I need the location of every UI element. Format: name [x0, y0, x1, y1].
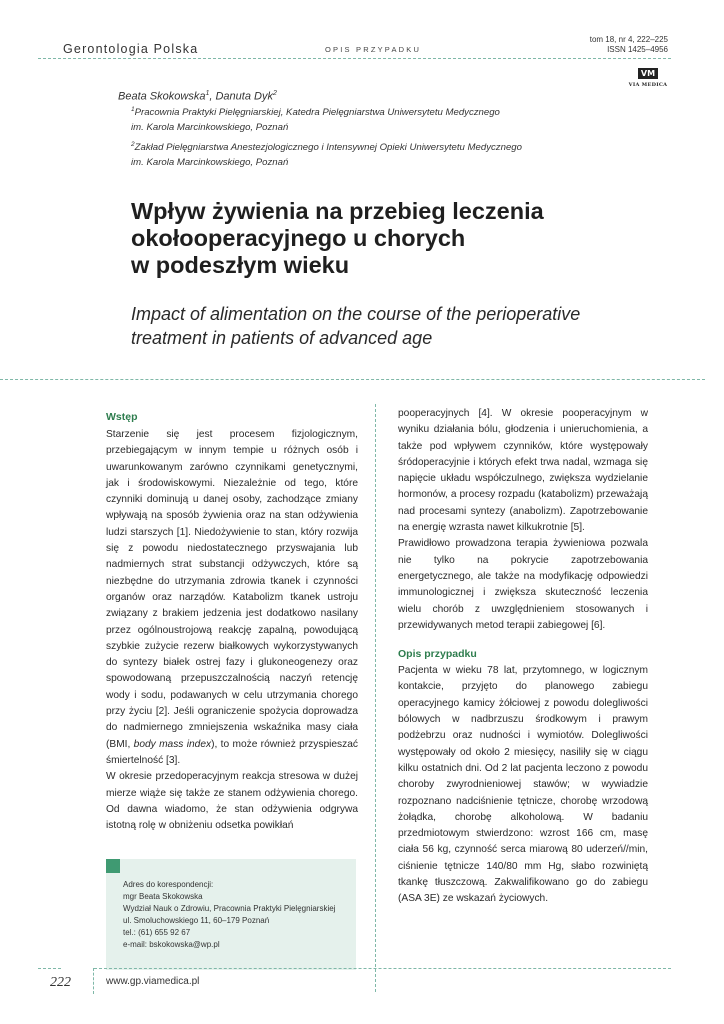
affiliation-2 [131, 137, 631, 170]
logo-text: VIA MEDICA [628, 82, 668, 88]
correspondence-name: mgr Beata Skokowska [123, 892, 203, 901]
title-divider [0, 379, 705, 380]
author-name: Danuta Dyk [215, 90, 273, 103]
correspondence-address [123, 879, 335, 951]
paragraph: Prawidłowo prowadzona terapia żywieniowa pozwala nie tylko na pokrycie zapotrzebowania energetycznego, ale także na modyfikację odpowiedzi immunologicznej i zwiększa skuteczność leczenia wielu chorób z uwzględnieniem stosowanych i przewidywanych metod terapii zabiegowej [6]. [398, 538, 648, 631]
section-heading-introduction: Wstęp [106, 411, 138, 423]
correspondence-tel: tel.: (61) 655 92 67 [123, 928, 191, 937]
issn: ISSN 1425–4956 [607, 45, 668, 54]
affiliation-sup: 1 [131, 106, 135, 113]
article-title-polish [131, 198, 651, 279]
author-separator: , [209, 90, 216, 103]
paragraph-italic: body mass index [133, 738, 212, 750]
issue-info [590, 35, 668, 55]
correspondence-box-tab [106, 859, 120, 873]
paragraph: pooperacyjnych [4]. W okresie pooperacyjnym w wyniku działania bólu, głodzenia i unieruchomienia, a także pod wpływem czynników, które występowały śródoperacyjnie i których efekt trwa nadal, wzmaga się napięcie układu współczulnego, zwiększa wydzielanie hormonów, a procesy rozpadu (katabolizm) przeważają nad procesami syntezy (anabolizm). Zapotrzebowanie na energię wzrasta nawet kilkukrotnie [5]. [398, 408, 648, 534]
affiliation-line: Pracownia Praktyki Pielęgniarskiej, Katedra Pielęgniarstwa Uniwersytetu Medycznego [134, 107, 500, 119]
paragraph: W okresie przedoperacyjnym reakcja stresowa w dużej mierze wiąże się także ze stanem odżywienia chorego. Od dawna wiadomo, że stan odżywienia odgrywa istotną rolę w obniżeniu odsetka powikłań [106, 771, 358, 832]
section-label: OPIS PRZYPADKU [325, 45, 422, 54]
paragraph-text: ), to może również przyspieszać śmiertelność [3]. [106, 738, 358, 766]
title-line: treatment in patients of advanced age [131, 328, 433, 348]
correspondence-label: Adres do korespondencji: [123, 880, 214, 889]
affiliation-line: im. Karola Marcinkowskiego, Poznań [131, 122, 289, 134]
issue-number: tom 18, nr 4, 222–225 [589, 35, 668, 44]
affiliation-line: Zakład Pielęgniarstwa Anestezjologicznego i Intensywnej Opieki Uniwersytetu Medycznego [134, 142, 522, 154]
footer-separator [93, 968, 94, 994]
article-title-english [131, 302, 661, 350]
author-sup: 1 [205, 90, 210, 97]
journal-title: Gerontologia Polska [63, 42, 199, 56]
section-heading-case-report: Opis przypadku [398, 648, 477, 661]
paragraph-text: Starzenie się jest procesem fizjologicznym, przebiegającym w innym tempie u różnych osób i uwarunkowanym zarówno czynnikami genetycznymi, jak i środowiskowymi. Niezależnie od tego, które czynniki dominują u danej osoby, zachodzące zmiany wpływają na sposób żywienia oraz na stan odżywienia ludzi starszych [1]. Niedożywienie to stan, który rozwija się z powodu niedostatecznego przyswajania lub nadmiernych strat substancji odżywczych, które są niezbędne do utrzymania zdrowia tkanek i czynności organów oraz narządów. Katabolizm tkanek ustroju związany z brakiem jedzenia jest dodatkowo nasilany przez ogólnoustrojową reakcję zapalną, powodującą szybkie zużycie rezerw białkowych wykorzystywanych do syntezy białek ostrej fazy i glukoneogenezy oraz spowodowaną przepuszczalnością naczyń retencję wody i sodu, podawanych w celu utrzymania chorego przy życiu [2]. Jeśli ograniczenie spożycia doprowadza do nadmiernego zmniejszenia wskaźnika masy ciała (BMI, [106, 429, 358, 750]
author-name: Beata Skokowska [118, 90, 206, 103]
footer-divider [38, 968, 61, 969]
left-column-text [106, 427, 358, 834]
title-line: Wpływ żywienia na przebieg leczenia [131, 198, 544, 224]
title-line: w podeszłym wieku [131, 252, 350, 278]
publisher-logo [628, 63, 668, 88]
correspondence-email[interactable]: e-mail: bskokowska@wp.pl [123, 940, 220, 949]
affiliation-sup: 2 [131, 141, 135, 148]
header-divider [38, 58, 671, 59]
affiliation-1 [131, 102, 631, 135]
vm-logo-icon: VM [638, 68, 658, 79]
page-number: 222 [50, 975, 71, 990]
footer-divider [94, 968, 671, 969]
right-column-text [398, 406, 648, 908]
correspondence-street: ul. Smoluchowskiego 11, 60–179 Poznań [123, 916, 270, 925]
affiliation-line: im. Karola Marcinkowskiego, Poznań [131, 157, 289, 169]
title-line: okołooperacyjnego u chorych [131, 225, 466, 251]
paragraph: Pacjenta w wieku 78 lat, przytomnego, w logicznym kontakcie, przyjęto do planowego zabiegu operacyjnego kamicy żółciowej z powodu dolegliwości bólowych w nadbrzuszu środkowym i prawym podżebrzu oraz nudności i wymiotów. Dolegliwości występowały od około 2 miesięcy, nasiliły się w ciągu kilku ostatnich dni. Od 2 lat pacjenta leczono z powodu choroby zwyrodnieniowej stawów; w wywiadzie rozpoznano nadciśnienie tętnicze, chorobę wrzodową żołądka, chorobę alkoholową. W badaniu przedmiotowym stwierdzono: wzrost 166 cm, masę ciała 56 kg, czynność serca miarową 80 uderzeń//min, ciśnienie tętnicze 140/80 mm Hg, słabo rozwiniętą tkankę tłuszczową. Zakwalifikowano go do zabiegu (ASA 3E) ze wskazań życiowych. [398, 665, 648, 905]
journal-website-link[interactable]: www.gp.viamedica.pl [106, 976, 200, 987]
correspondence-dept: Wydział Nauk o Zdrowiu, Pracownia Praktyki Pielęgniarskiej [123, 904, 336, 913]
author-sup: 2 [272, 90, 277, 97]
title-line: Impact of alimentation on the course of the perioperative [131, 304, 581, 324]
column-divider [375, 404, 376, 992]
paragraph [106, 427, 358, 769]
